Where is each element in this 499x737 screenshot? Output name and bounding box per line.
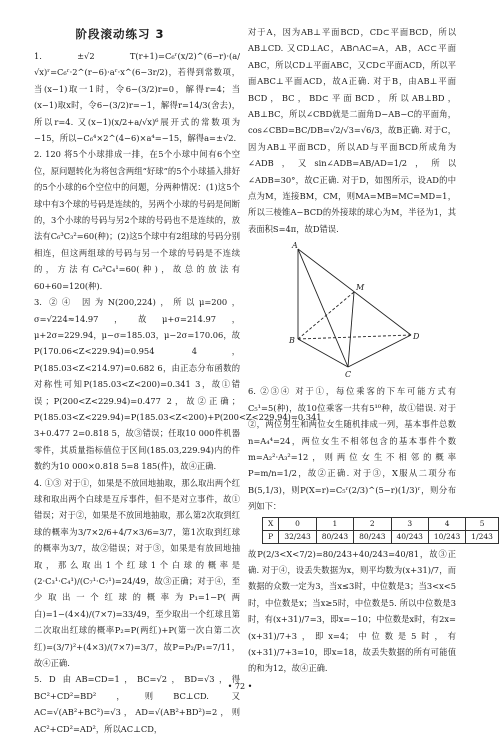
table-cell: 1/243 [466,530,499,543]
table-cell: 80/243 [316,530,353,543]
table-cell: 2 [354,517,391,530]
edge-ac [298,249,348,367]
tetrahedron-diagram [276,239,426,379]
segment-cm [348,292,354,367]
table-cell: 80/243 [354,530,391,543]
edge-cd [348,335,411,367]
answer-6-continued: 故P(2/3<X<7/2)=80/243+40/243=40/81，故③正确. 对于④，设丢失数据为x，则平均数为(x+31)/7，而数据的众数一定为3，当x≤3时，中位数是3；当3<x<5时，中位数是x；当x≥5时，中位数是5. 所以中位数是3时，有(x+31)/7=3，即x=−10；中位数是x时，有2x=(x+31)/7+3，即x=4；中位数是5时，有(x+31)/7+3=10，即x=18，故丢失数据的所有可能值的和为12，故④正确. [248,548,456,674]
segment-bm [298,292,354,339]
edge-ad [298,249,411,335]
table-cell: 3 [391,517,428,530]
table-cell: 4 [428,517,465,530]
label-b: B [289,336,295,346]
table-cell: P [263,530,279,543]
table-cell: 1 [316,517,353,530]
label-a: A [292,241,298,251]
table-cell: 5 [466,517,499,530]
page-number: • 72 • [227,682,253,691]
answer-4: 4. ①③ 对于①，如果是不放回地抽取，那么取出两个红球和取出两个白球是互斥事件，但不是对立事件，故①错误；对于②，如果是不放回地抽取，那么第2次取到红球的概率为3/7×2/6+4/7×3/6=3/7，第1次取到红球的概率为3/7，故②错误；对于③，如果是有放回地抽取，那么取出1个红球1个白球的概率是(2·C₃¹·C₄¹)/(C₇¹·C₇¹)=24/49，故③正确；对于④，至少取出一个红球的概率为P₁=1−P(两白)=1−(4×4)/(7×7)=33/49，至少取出一个红球且第二次取出红球的概率P₂=P(两红)+P(第一次白第二次红)=(3/7)²+(4×3)/(7×7)=3/7，故P=P₂/P₁=7/11，故④正确. [34,477,240,669]
page-title: 阶段滚动练习 3 [75,27,165,41]
edge-bc [298,339,348,367]
answer-2: 2. 120 将5个小球排成一排，在5个小球中间有6个空位，原问题转化为将包含两组“好球”的5个小球插入排好的5个小球的6个空位中的问题，分两种情况：(1)这5个球中有3个球的号码是连续的，另两个小球的号码是间断的，3个小球的号码与另2个球的号码也不是连续的，放法有C₆³C₃²=60(种)；(2)这5个球中有2组球的号码分别相连，但这两组球的号码与另一个球的号码是不连续的，方法有C₆²C₄¹=60(种)，故总的放法有60+60=120(种). [34,149,240,291]
label-m: M [356,283,365,293]
label-d: D [413,332,420,342]
answer-5-continued: 对于A，因为AB⊥平面BCD，CD⊂平面BCD，所以AB⊥CD. 又CD⊥AC，AB∩AC=A，AB，AC⊂平面ABC，所以CD⊥平面ABC，又CD⊂平面ACD，所以平面ABC⊥平面ACD，故A正确. 对于B，由AB⊥平面BCD，BC，BD⊂平面BCD，所以AB⊥BD，AB⊥BC，所以∠CBD就是二面角D−AB−C的平面角，cos∠CBD=BC/DB=√2/√3=√6/3，故B正确. 对于C，因为AB⊥平面BCD，所以AD与平面BCD所成角为∠ADB，又sin∠ADB=AB/AD=1/2，所以∠ADB=30°，故C正确. 对于D，如图所示，设AD的中点为M，连接BM，CM，则MA=MB=MC=MD=1，所以三棱锥A−BCD的外接球的球心为M，半径为1，其表面积S=4π，故D错误. [248,27,456,234]
edge-bd [298,335,411,339]
answer-3: 3. ②④ 因为N(200,224)，所以μ=200，σ=√224≈14.97，故μ+σ=214.97，μ+2σ=229.94，μ−σ=185.03，μ−2σ=170.06，故P(170.06<Z<229.94)=0.954 4，P(185.03<Z<214.97)=0.682 6，由正态分布函数的对称性可知P(185.03<Z<200)=0.341 3，故①错误；P(200<Z<229.94)=0.477 2，故②正确；P(185.03<Z<229.94)=P(185.03<Z<200)+P(200<Z<229.94)=0.341 3+0.477 2=0.818 5，故③错误；任取10 000件机器零件，其质量指标值位于区间(185.03,229.94)内的件数约为10 000×0.818 5=8 185(件)，故④正确. [34,297,322,472]
table-row [263,517,499,530]
answer-5-start: 5. D 由AB=CD=1，BC=√2，BD=√3，得BC²+CD²=BD²，则BC⊥CD. 又AC=√(AB²+BC²)=√3，AD=√(AB²+BD²)=2，则AC²+CD²=AD²，所以AC⊥CD， [34,674,240,734]
table-cell: 40/243 [391,530,428,543]
table-cell: 10/243 [428,530,465,543]
answer-6: 6. ②③④ 对于①，每位乘客的下车可能方式有C₅¹=5(种)，故10位乘客一共有5¹⁰种，故①错误. 对于②，两位男生和两位女生随机排成一列，基本事件总数n=A₄⁴=24，两位女生不相邻包含的基本事件个数m=A₂²·A₃²=12，则两位女生不相邻的概率P=m/n=1/2，故②正确. 对于③，X服从二项分布B(5,1/3)，则P(X=r)=C₅ʳ(2/3)^(5−r)(1/3)ʳ，则分布列如下： [248,386,456,512]
table-row [263,530,499,543]
table-cell: 32/243 [279,530,316,543]
label-c: C [345,370,352,380]
table-cell: 0 [279,517,316,530]
right-column [248,24,493,677]
distribution-table [262,517,499,544]
table-cell: X [263,517,279,530]
tetrahedron-figure [276,239,426,379]
answer-1: 1. ±√2 T(r+1)=C₆ʳ(x/2)^(6−r)·(a/√x)ʳ=C₆ʳ·2^(r−6)·aʳ·x^(6−3r/2)，若得到常数项，当(x−1)取一1时，令6−(3/2)r=0，解得r=4；当(x−1)取x时，令6−(3/2)r=−1，解得r=14/3(舍去)，所以r=4. 又(x−1)(x/2+a/√x)⁶展开式的常数项为−15，所以−C₆⁴×2^(4−6)×a⁴=−15，解得a=±√2. [34,51,240,144]
